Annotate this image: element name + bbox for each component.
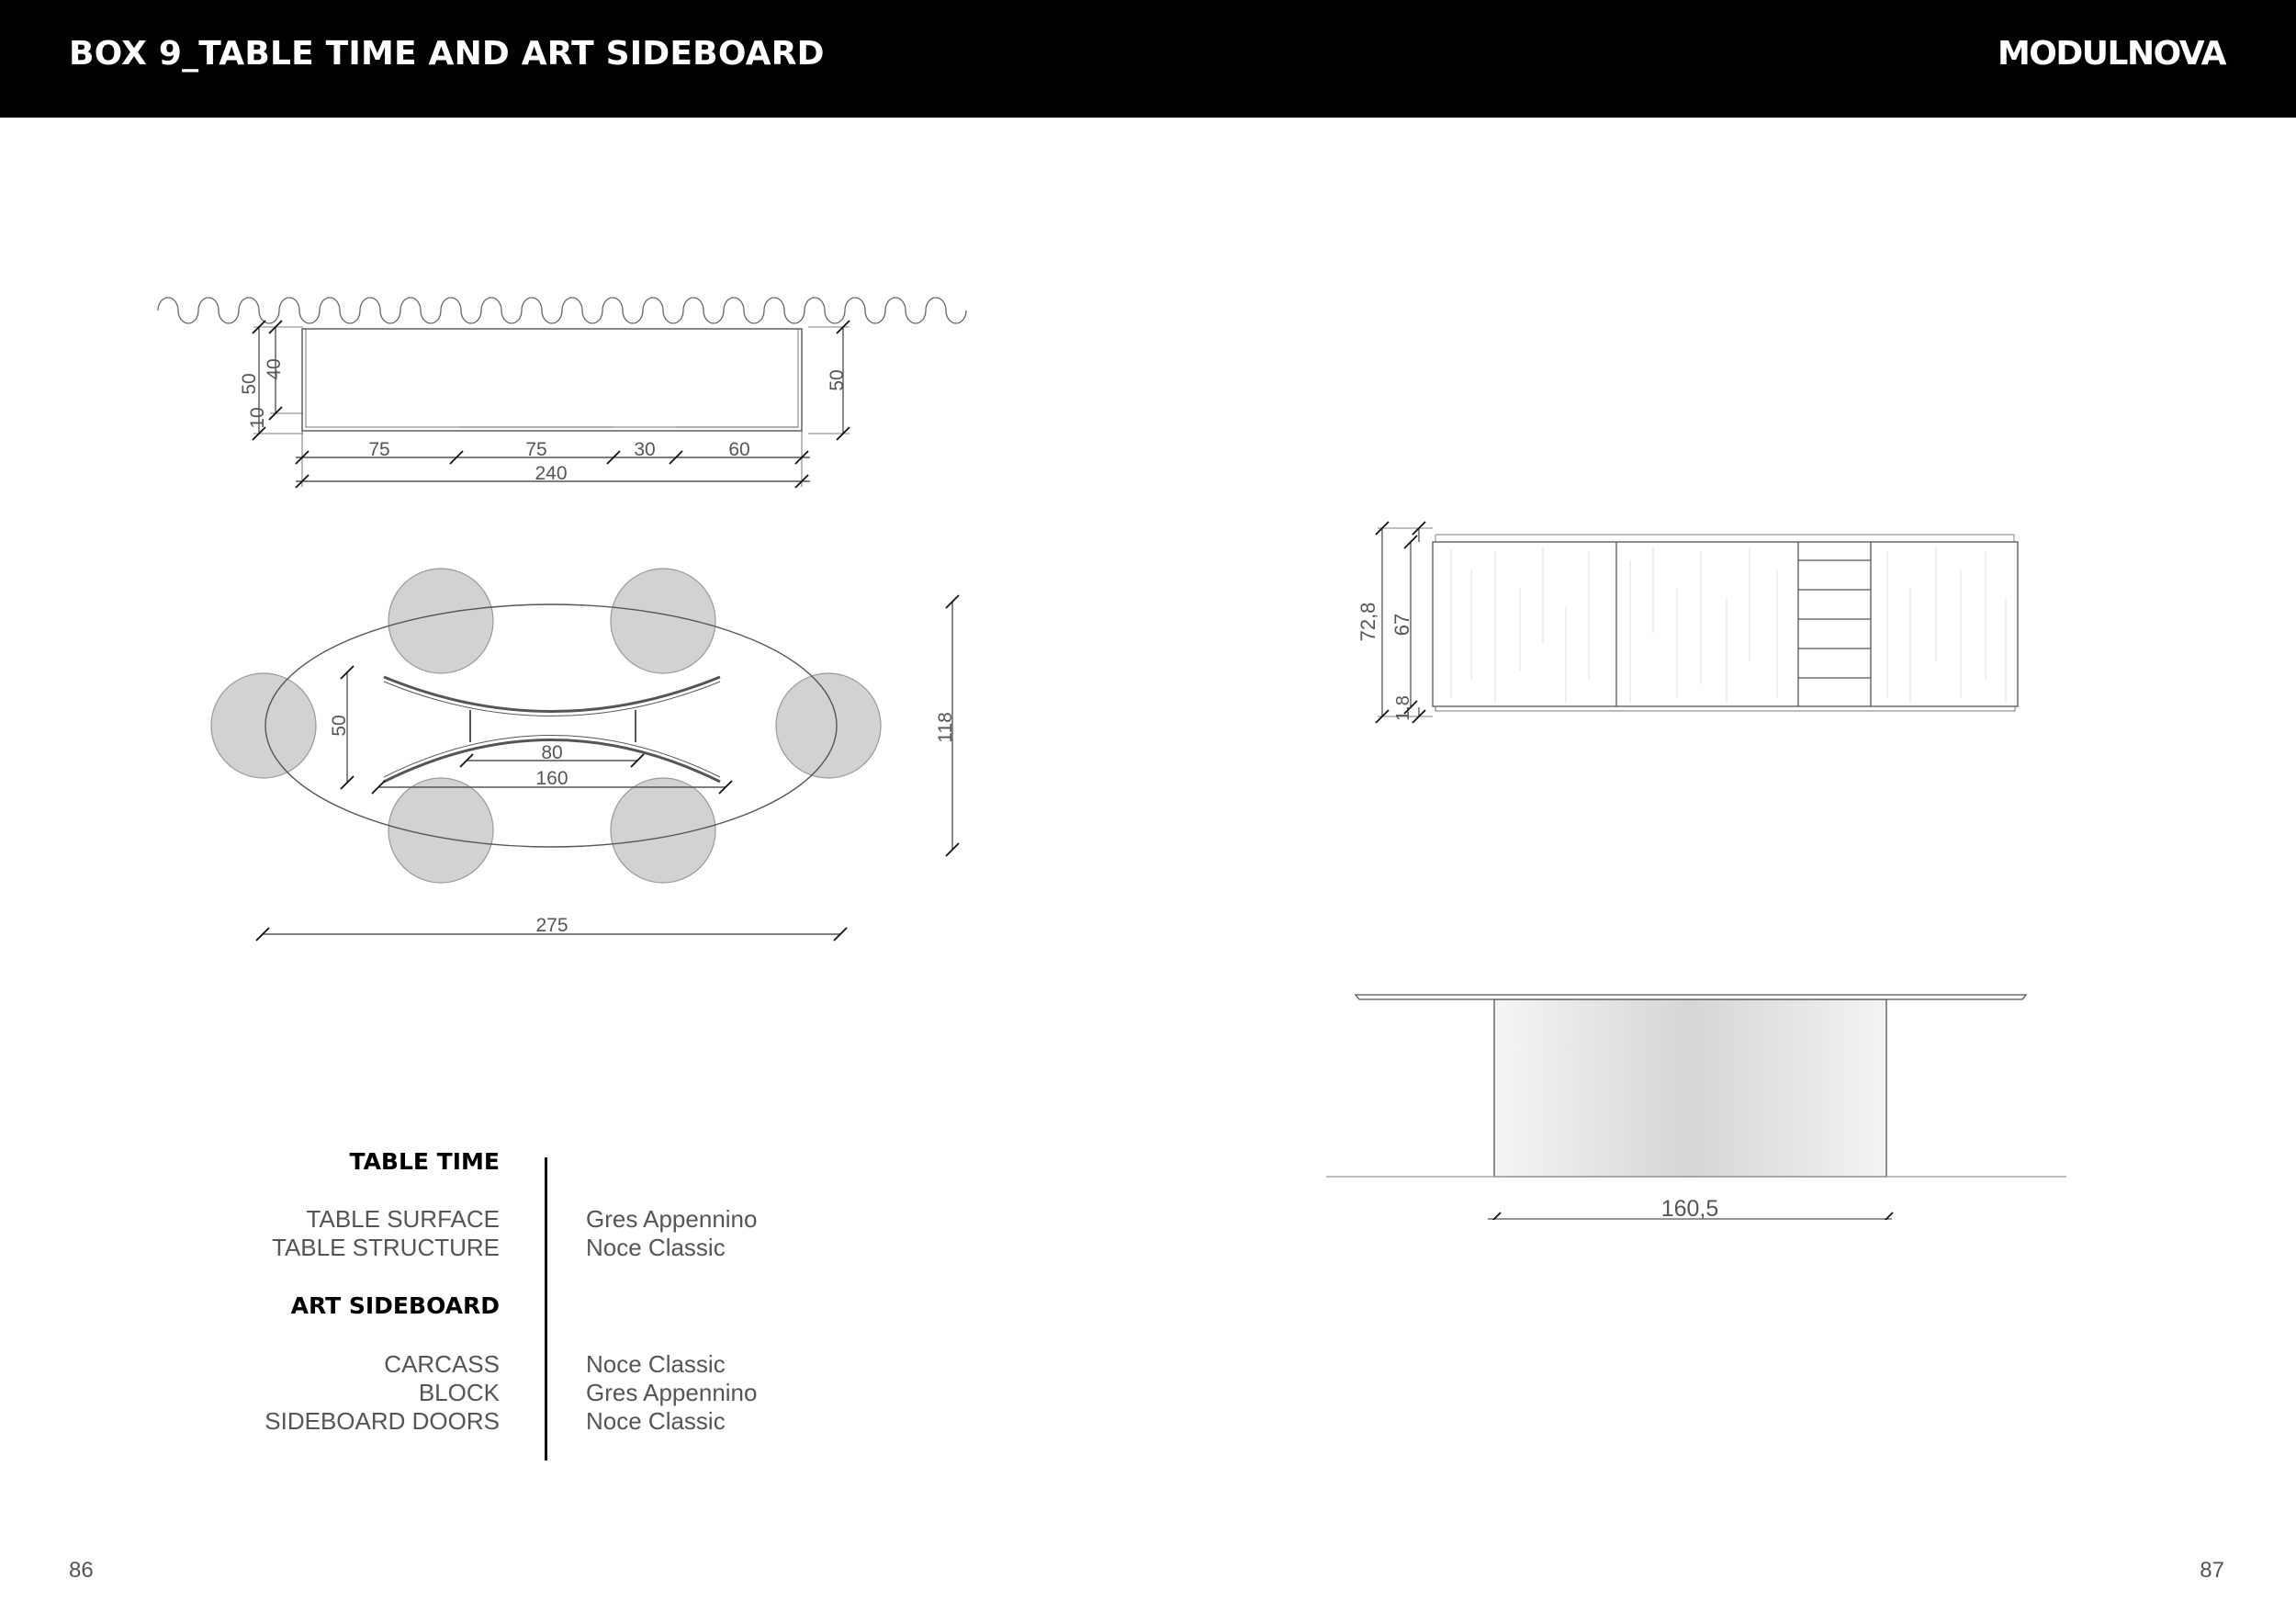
chairs [211,569,881,883]
chair-5 [388,778,493,883]
wood-grain [1451,547,2006,703]
table-base [1494,999,1886,1177]
dim-40: 40 [264,358,285,380]
page-number-right: 87 [2200,1558,2224,1583]
table-plan-view [211,569,959,941]
chair-3 [211,673,316,778]
dim-segment-4: 60 [728,439,750,460]
spec-value: Gres Appennino [586,1205,758,1233]
dim-segment-1: 75 [368,439,390,460]
sideboard-front-dimensions [1356,603,1413,721]
sideboard-top-dimensions [239,358,848,484]
spec-label: BLOCK [418,1379,500,1406]
spec-label: SIDEBOARD DOORS [264,1407,500,1435]
table-heading: TABLE TIME [349,1148,500,1175]
spec-label: TABLE STRUCTURE [272,1234,500,1261]
spec-value: Noce Classic [586,1407,726,1435]
sideboard-front-view [1376,522,2018,723]
table-top-slab [1356,995,2026,999]
spec-value: Noce Classic [586,1234,726,1261]
dim-inner-width: 80 [541,742,563,763]
dim-base-width: 160,5 [1660,1196,1719,1220]
sideboard-heading: ART SIDEBOARD [290,1292,500,1319]
dim-total-height: 72,8 [1356,602,1379,642]
dim-total-length: 275 [535,915,568,936]
spec-value: Noce Classic [586,1350,726,1378]
spec-divider [545,1157,547,1460]
material-specs [0,1148,918,1460]
dim-total-depth: 118 [935,712,956,743]
page-header [0,0,2296,118]
chair-1 [388,569,493,673]
spec-label: CARCASS [384,1350,500,1378]
brand-logo: MODULNOVA [1997,35,2225,73]
technical-drawings [0,118,2296,1220]
table-top-ellipse [265,604,837,847]
spec-value: Gres Appennino [586,1379,758,1406]
sideboard-top-view [158,298,966,488]
dim-50-left: 50 [239,373,260,395]
block-shelves [1798,560,1871,678]
dim-50-right: 50 [827,369,848,391]
dim-base-length: 160 [535,768,568,789]
table-side-view [1326,995,2066,1220]
dim-body-height: 67 [1390,613,1413,637]
sideboard-plinth [1435,706,2015,711]
dim-segment-2: 75 [525,439,547,460]
dim-segment-3: 30 [634,439,656,460]
page-title: BOX 9_TABLE TIME AND ART SIDEBOARD [69,35,825,73]
dim-total-240: 240 [535,463,568,484]
chair-6 [611,778,715,883]
chair-2 [611,569,715,673]
dim-plinth: 1,8 [1393,695,1413,721]
sideboard-top-outline [302,329,802,431]
dim-10: 10 [247,407,268,429]
curtain-wave [158,298,966,323]
spec-label: TABLE SURFACE [306,1205,500,1233]
dim-inner-depth: 50 [329,715,350,737]
base-curve-top [384,677,720,712]
chair-4 [776,673,881,778]
page-number-left: 86 [69,1558,94,1583]
